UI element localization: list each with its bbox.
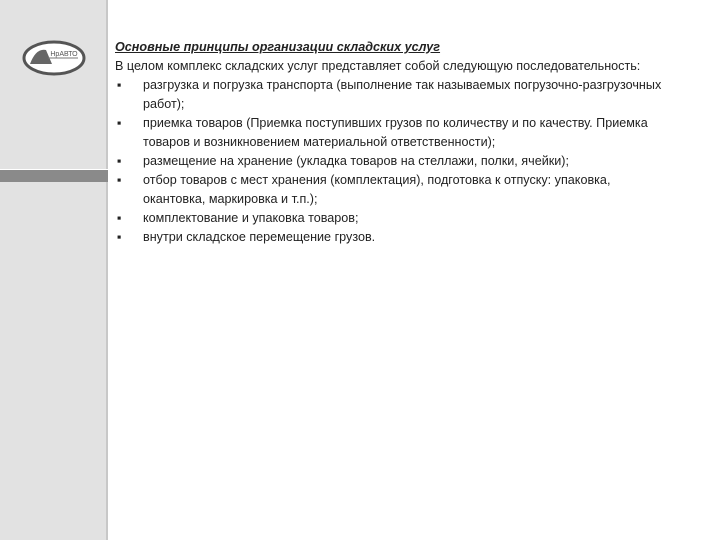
list-item xyxy=(115,171,675,209)
bullet-icon: ▪ xyxy=(117,78,122,92)
bullet-list xyxy=(115,76,675,247)
slide-title: Основные принципы организации складских услуг xyxy=(115,40,441,54)
list-item-text: внутри складское перемещение грузов. xyxy=(143,230,376,244)
bullet-icon: ▪ xyxy=(117,173,122,187)
list-item-text: комплектование и упаковка товаров; xyxy=(143,211,359,225)
list-item xyxy=(115,152,675,171)
list-item xyxy=(115,209,675,228)
list-item-text: разгрузка и погрузка транспорта (выполнение так называемых погрузочно-разгрузочных работ); xyxy=(143,78,662,111)
list-item-text: размещение на хранение (укладка товаров на стеллажи, полки, ячейки); xyxy=(143,154,569,168)
list-item-text: отбор товаров с мест хранения (комплектация), подготовка к отпуску: упаковка, окантовка, маркировка и т.п.); xyxy=(143,173,611,206)
list-item xyxy=(115,76,675,114)
company-logo xyxy=(22,40,86,76)
list-item xyxy=(115,228,675,247)
sidebar-panel xyxy=(0,0,108,540)
sidebar-accent-bar xyxy=(0,169,108,182)
bullet-icon: ▪ xyxy=(117,230,122,244)
intro-text: В целом комплекс складских услуг представляет собой следующую последовательность: xyxy=(115,59,641,73)
bullet-icon: ▪ xyxy=(117,154,122,168)
list-item-text: приемка товаров (Приемка поступивших грузов по количеству и по качеству. Приемка товаров и возникновением материальной ответственности); xyxy=(143,116,648,149)
slide-content xyxy=(115,38,675,247)
bullet-icon: ▪ xyxy=(117,116,122,130)
bullet-icon: ▪ xyxy=(117,211,122,225)
list-item xyxy=(115,114,675,152)
svg-text:НрАВТО: НрАВТО xyxy=(50,51,78,58)
